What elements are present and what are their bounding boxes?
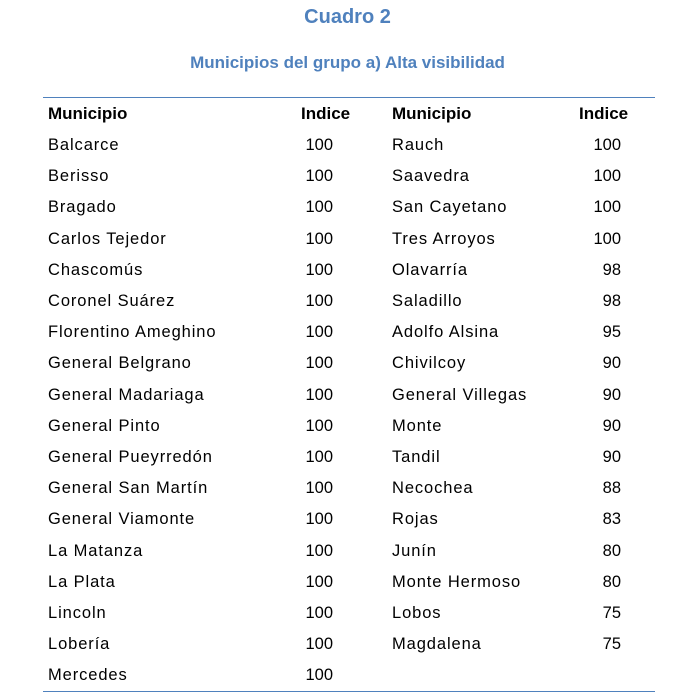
indice-right-cell: 75: [602, 603, 621, 622]
table-row: [43, 192, 655, 223]
indice-left-cell: 100: [305, 479, 333, 498]
indice-right-cell: 90: [602, 354, 621, 373]
indice-left-cell: 100: [305, 292, 333, 311]
table-row: [43, 567, 655, 598]
header-indice-right: Indice: [579, 104, 629, 123]
indice-left-cell: 100: [305, 603, 333, 622]
municipio-left-cell: General Madariaga: [48, 385, 205, 404]
indice-left-cell: 100: [305, 260, 333, 279]
municipio-left-cell: Carlos Tejedor: [48, 229, 167, 248]
indice-left-cell: 100: [305, 385, 333, 404]
indice-left-cell: 100: [305, 354, 333, 373]
indice-left-cell: 100: [305, 229, 333, 248]
table-row: [43, 473, 655, 504]
municipio-left-cell: Florentino Ameghino: [48, 323, 217, 342]
indice-right-cell: 90: [602, 385, 621, 404]
indice-left-cell: 100: [305, 416, 333, 435]
table-row: [43, 442, 655, 473]
indice-left-cell: 100: [305, 635, 333, 654]
municipio-right-cell: Adolfo Alsina: [392, 323, 500, 342]
municipio-right-cell: Monte Hermoso: [392, 572, 522, 591]
municipio-right-cell: San Cayetano: [392, 198, 508, 217]
municipio-left-cell: Chascomús: [48, 260, 144, 279]
table-row: [43, 598, 655, 629]
indice-right-cell: 95: [602, 323, 621, 342]
municipios-table-container: [43, 97, 655, 692]
indice-right-cell: 100: [593, 198, 621, 217]
indice-right-cell: 75: [602, 635, 621, 654]
header-municipio-left: Municipio: [48, 104, 128, 123]
indice-right-cell: 88: [602, 479, 621, 498]
municipio-right-cell: Rojas: [392, 510, 439, 529]
indice-left-cell: 100: [305, 541, 333, 560]
indice-right-cell: 80: [602, 572, 621, 591]
indice-right-cell: 80: [602, 541, 621, 560]
header-indice-left: Indice: [301, 104, 351, 123]
municipio-left-cell: Berisso: [48, 167, 110, 186]
municipio-left-cell: La Plata: [48, 572, 116, 591]
indice-left-cell: 100: [305, 198, 333, 217]
municipio-left-cell: Bragado: [48, 198, 117, 217]
indice-left-cell: 100: [305, 167, 333, 186]
table-row: [43, 504, 655, 535]
municipio-right-cell: Rauch: [392, 136, 445, 155]
table-title: Cuadro 2: [304, 6, 391, 28]
municipio-right-cell: Saavedra: [392, 167, 470, 186]
indice-right-cell: 90: [602, 416, 621, 435]
municipio-right-cell: Saladillo: [392, 292, 463, 311]
table-row: [43, 348, 655, 379]
table-row: [43, 660, 655, 691]
table-row: [43, 161, 655, 192]
municipio-left-cell: Coronel Suárez: [48, 292, 176, 311]
municipios-table: [43, 98, 655, 691]
municipio-right-cell: Tandil: [392, 447, 441, 466]
indice-left-cell: 100: [305, 323, 333, 342]
table-row: [43, 255, 655, 286]
table-row: [43, 411, 655, 442]
table-row: [43, 224, 655, 255]
indice-right-cell: 98: [602, 292, 621, 311]
indice-left-cell: 100: [305, 136, 333, 155]
table-subtitle: Municipios del grupo a) Alta visibilidad: [190, 53, 505, 72]
table-body: [43, 130, 655, 691]
municipio-left-cell: General Pueyrredón: [48, 447, 213, 466]
indice-right-cell: [579, 660, 655, 691]
indice-left-cell: 100: [305, 666, 333, 685]
table-row: [43, 535, 655, 566]
municipio-right-cell: General Villegas: [392, 385, 528, 404]
indice-left-cell: 100: [305, 572, 333, 591]
municipio-right-cell: Magdalena: [392, 635, 482, 654]
indice-left-cell: 100: [305, 510, 333, 529]
municipio-left-cell: Lincoln: [48, 603, 107, 622]
table-row: [43, 130, 655, 161]
table-row: [43, 286, 655, 317]
table-row: [43, 380, 655, 411]
indice-right-cell: 100: [593, 136, 621, 155]
municipio-left-cell: Mercedes: [48, 666, 128, 685]
municipio-left-cell: General Pinto: [48, 416, 161, 435]
municipio-right-cell: Chivilcoy: [392, 354, 467, 373]
municipio-right-cell: Necochea: [392, 479, 474, 498]
indice-right-cell: 100: [593, 167, 621, 186]
municipio-right-cell: Tres Arroyos: [392, 229, 496, 248]
indice-right-cell: 98: [602, 260, 621, 279]
indice-left-cell: 100: [305, 447, 333, 466]
municipio-right-cell: Olavarría: [392, 260, 468, 279]
indice-right-cell: 100: [593, 229, 621, 248]
municipio-left-cell: La Matanza: [48, 541, 144, 560]
municipio-left-cell: General San Martín: [48, 479, 209, 498]
table-row: [43, 629, 655, 660]
municipio-right-cell: Lobos: [392, 603, 442, 622]
municipio-left-cell: Balcarce: [48, 136, 120, 155]
indice-right-cell: 83: [602, 510, 621, 529]
municipio-right-cell: [360, 660, 579, 691]
municipio-left-cell: General Belgrano: [48, 354, 192, 373]
header-row: [43, 98, 655, 130]
header-municipio-right: Municipio: [392, 104, 472, 123]
municipio-left-cell: General Viamonte: [48, 510, 196, 529]
municipio-right-cell: Monte: [392, 416, 443, 435]
table-row: [43, 317, 655, 348]
municipio-left-cell: Lobería: [48, 635, 111, 654]
municipio-right-cell: Junín: [392, 541, 437, 560]
indice-right-cell: 90: [602, 447, 621, 466]
